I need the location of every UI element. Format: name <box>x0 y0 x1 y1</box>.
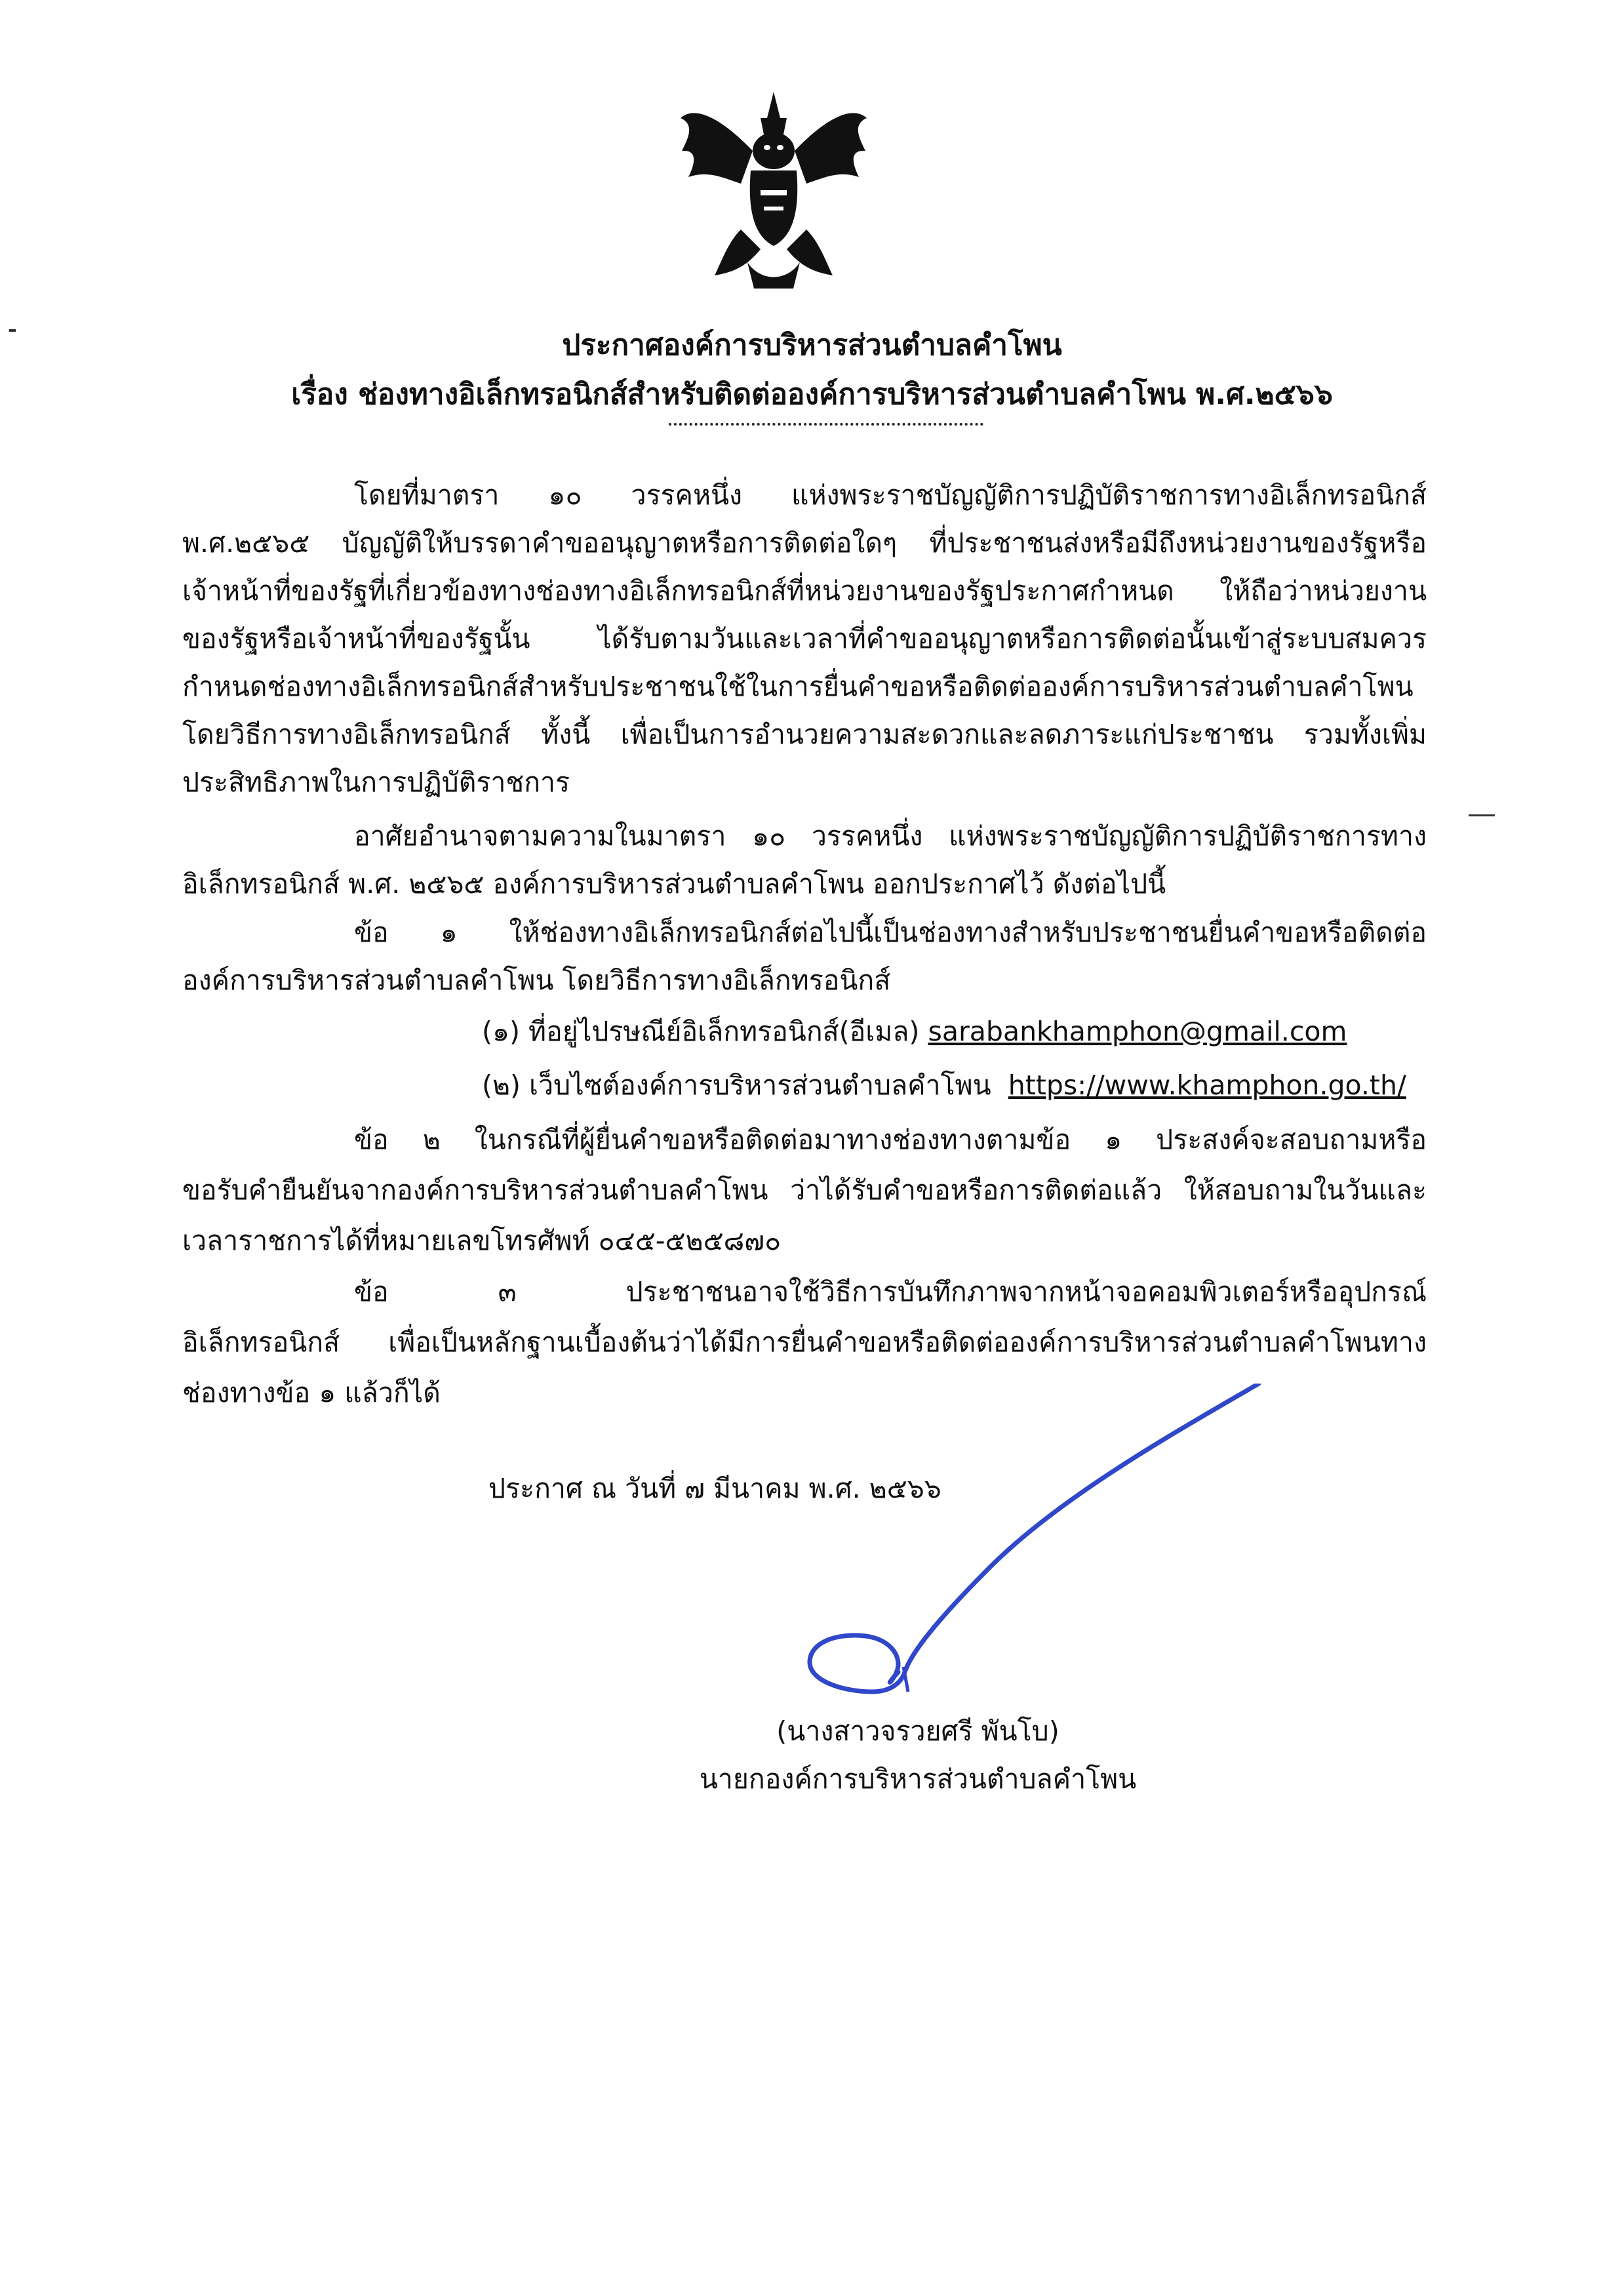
paragraph-1-line: กำหนดช่องทางอิเล็กทรอนิกส์สำหรับประชาชนใช้ในการยื่นคำขอหรือติดต่อองค์การบริหารส่วนตำบลคำโพน <box>182 671 1414 702</box>
clause-2-line: ข้อ ๒ ในกรณีที่ผู้ยื่นคำขอหรือติดต่อมาทางช่องทางตามข้อ ๑ ประสงค์จะสอบถามหรือ <box>354 1124 1427 1155</box>
clause-3-line: ข้อ ๓ ประชาชนอาจใช้วิธีการบันทึกภาพจากหน้าจอคอมพิวเตอร์หรืออุปกรณ์ <box>354 1276 1427 1307</box>
paragraph-2-line: อิเล็กทรอนิกส์ พ.ศ. ๒๕๖๕ องค์การบริหารส่วนตำบลคำโพน ออกประกาศไว้ ดังต่อไปนี้ <box>182 868 1166 900</box>
announcement-date: ประกาศ ณ วันที่ ๗ มีนาคม พ.ศ. ๒๕๖๖ <box>488 1473 941 1504</box>
announcement-title: ประกาศองค์การบริหารส่วนตำบลคำโพน <box>562 329 1062 362</box>
paragraph-1-line: พ.ศ.๒๕๖๕ บัญญัติให้บรรดาคำขออนุญาตหรือการติดต่อใดๆ ที่ประชาชนส่งหรือมีถึงหน่วยงานของรัฐหรือ <box>182 527 1427 559</box>
clause-2-line: ขอรับคำยืนยันจากองค์การบริหารส่วนตำบลคำโพน ว่าได้รับคำขอหรือการติดต่อแล้ว ให้สอบถามในวันและ <box>182 1174 1427 1206</box>
garuda-emblem-icon <box>669 79 879 295</box>
website-link[interactable]: https://www.khamphon.go.th/ <box>1008 1069 1406 1101</box>
clause-2-line: เวลาราชการได้ที่หมายเลขโทรศัพท์ ๐๔๕-๕๒๕๘๗๐ <box>182 1225 782 1256</box>
channel-email <box>482 1012 1347 1051</box>
paragraph-2-line: อาศัยอำนาจตามความในมาตรา ๑๐ วรรคหนึ่ง แห่งพระราชบัญญัติการปฏิบัติราชการทาง <box>354 820 1427 852</box>
channel-website-label: (๒) เว็บไซต์องค์การบริหารส่วนตำบลคำโพน <box>482 1069 991 1101</box>
signatory-position: นายกองค์การบริหารส่วนตำบลคำโพน <box>699 1763 1137 1795</box>
paragraph-1-line: โดยที่มาตรา ๑๐ วรรคหนึ่ง แห่งพระราชบัญญัติการปฏิบัติราชการทางอิเล็กทรอนิกส์ <box>354 479 1427 511</box>
paragraph-1-line: ของรัฐหรือเจ้าหน้าที่ของรัฐนั้น ได้รับตามวันและเวลาที่คำขออนุญาตหรือการติดต่อนั้นเข้าสู่ระบบสมควร <box>182 623 1427 654</box>
announcement-subject: เรื่อง ช่องทางอิเล็กทรอนิกส์สำหรับติดต่อองค์การบริหารส่วนตำบลคำโพน พ.ศ.๒๕๖๖ <box>291 378 1333 411</box>
scan-mark <box>1469 814 1495 816</box>
clause-1-line: ข้อ ๑ ให้ช่องทางอิเล็กทรอนิกส์ต่อไปนี้เป็นช่องทางสำหรับประชาชนยื่นคำขอหรือติดต่อ <box>354 917 1427 948</box>
paragraph-1-line: โดยวิธีการทางอิเล็กทรอนิกส์ ทั้งนี้ เพื่อเป็นการอำนวยความสะดวกและลดภาระแก่ประชาชน รวมทั้งเพิ่ม <box>182 719 1427 750</box>
channel-email-label: (๑) ที่อยู่ไปรษณีย์อิเล็กทรอนิกส์(อีเมล) <box>482 1016 920 1047</box>
paragraph-1-line: เจ้าหน้าที่ของรัฐที่เกี่ยวข้องทางช่องทางอิเล็กทรอนิกส์ที่หน่วยงานของรัฐประกาศกำหนด ให้ถือว่าหน่วยงาน <box>182 575 1427 607</box>
clause-3-line: ช่องทางข้อ ๑ แล้วก็ได้ <box>182 1377 441 1408</box>
signatory-name: (นางสาวจรวยศรี พันโบ) <box>776 1715 1060 1747</box>
signature-icon <box>774 1384 1337 1698</box>
channel-website <box>482 1066 1406 1105</box>
clause-1-line: องค์การบริหารส่วนตำบลคำโพน โดยวิธีการทางอิเล็กทรอนิกส์ <box>182 965 891 996</box>
paragraph-1-line: ประสิทธิภาพในการปฏิบัติราชการ <box>182 767 570 798</box>
title-separator <box>669 423 983 426</box>
clause-3-line: อิเล็กทรอนิกส์ เพื่อเป็นหลักฐานเบื้องต้นว่าได้มีการยื่นคำขอหรือติดต่อองค์การบริหารส่วนตำบลคำโพนทาง <box>182 1327 1427 1358</box>
email-link[interactable]: sarabankhamphon@gmail.com <box>928 1016 1347 1047</box>
